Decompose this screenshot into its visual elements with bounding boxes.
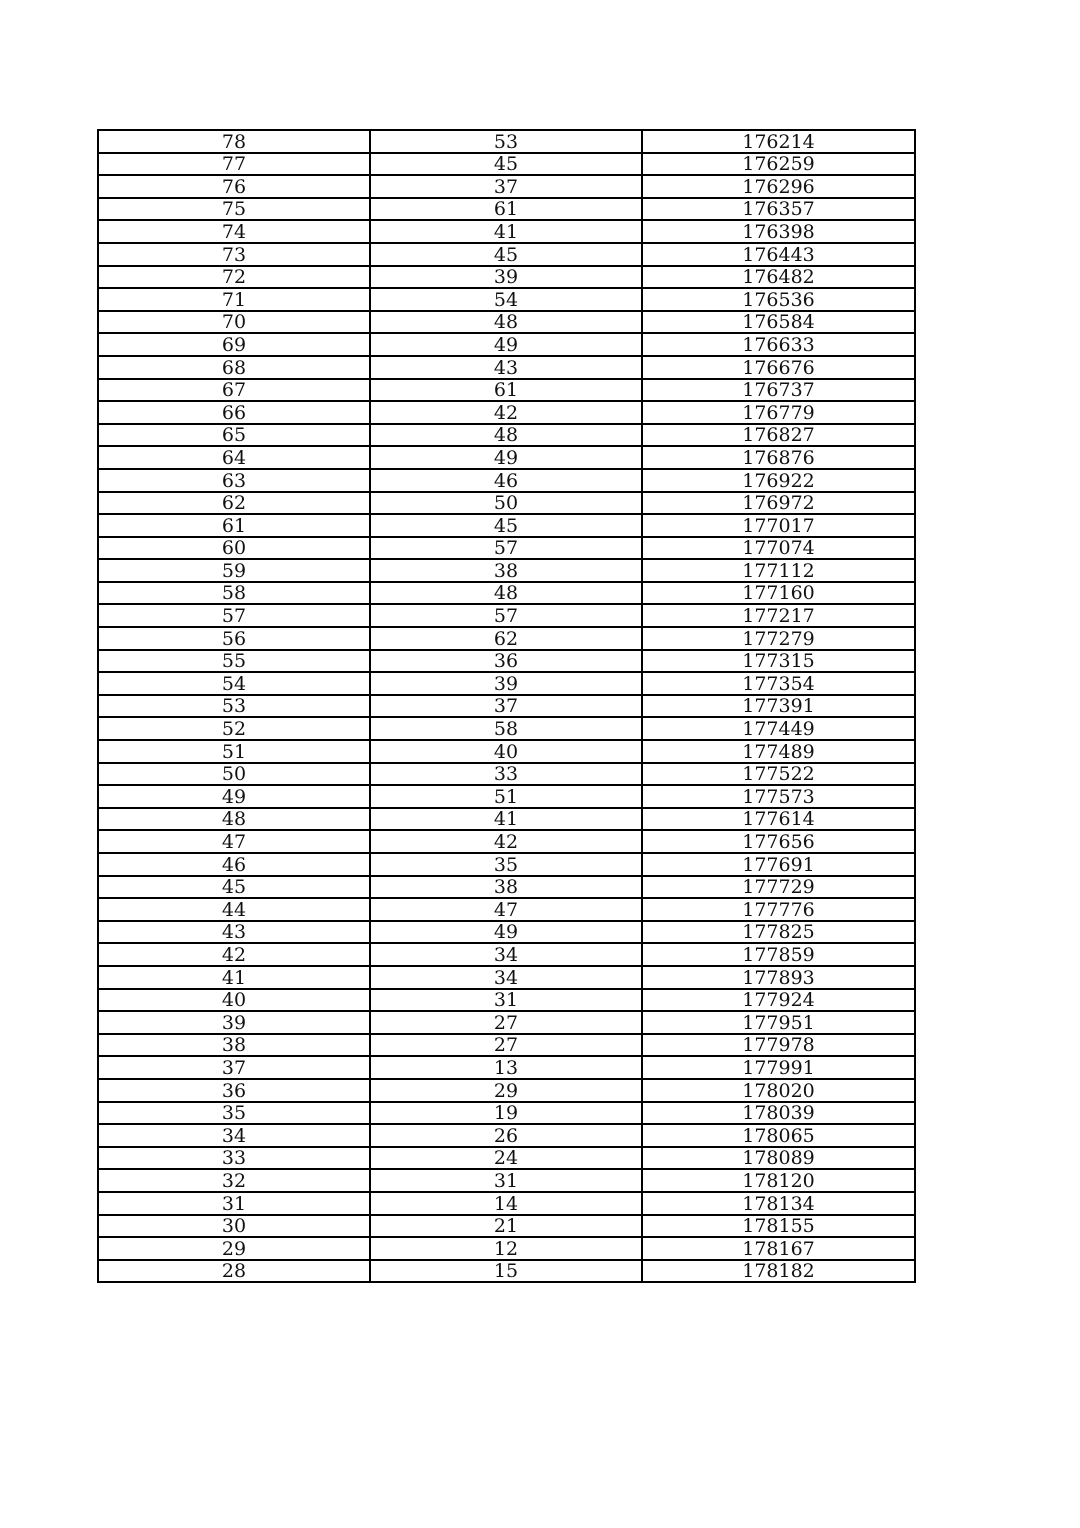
cumulative-cell: 177160	[642, 582, 915, 605]
count-cell: 48	[370, 582, 642, 605]
cumulative-cell: 176922	[642, 469, 915, 492]
cumulative-cell: 178039	[642, 1102, 915, 1125]
table-row	[98, 401, 915, 424]
count-cell: 61	[370, 198, 642, 221]
table-row	[98, 1124, 915, 1147]
count-cell: 45	[370, 514, 642, 537]
table-row	[98, 559, 915, 582]
count-cell: 29	[370, 1079, 642, 1102]
score-cell: 44	[98, 898, 370, 921]
cumulative-cell: 177522	[642, 763, 915, 786]
cumulative-cell: 176676	[642, 356, 915, 379]
table-row	[98, 153, 915, 176]
score-cell: 52	[98, 717, 370, 740]
score-cell: 38	[98, 1034, 370, 1057]
cumulative-cell: 177449	[642, 717, 915, 740]
score-cell: 41	[98, 966, 370, 989]
count-cell: 54	[370, 288, 642, 311]
score-cell: 50	[98, 763, 370, 786]
cumulative-cell: 177978	[642, 1034, 915, 1057]
count-cell: 49	[370, 921, 642, 944]
cumulative-cell: 176972	[642, 492, 915, 515]
count-cell: 49	[370, 333, 642, 356]
score-cell: 74	[98, 220, 370, 243]
score-cell: 42	[98, 943, 370, 966]
cumulative-cell: 177924	[642, 989, 915, 1012]
table-row	[98, 1102, 915, 1125]
cumulative-cell: 177017	[642, 514, 915, 537]
cumulative-cell: 176357	[642, 198, 915, 221]
cumulative-cell: 177217	[642, 604, 915, 627]
table-row	[98, 763, 915, 786]
cumulative-cell: 176296	[642, 175, 915, 198]
table-row	[98, 220, 915, 243]
cumulative-cell: 177112	[642, 559, 915, 582]
count-cell: 39	[370, 672, 642, 695]
count-cell: 46	[370, 469, 642, 492]
cumulative-cell: 178167	[642, 1237, 915, 1260]
table-row	[98, 356, 915, 379]
table-row	[98, 1079, 915, 1102]
score-cell: 60	[98, 537, 370, 560]
score-cell: 73	[98, 243, 370, 266]
cumulative-cell: 176259	[642, 153, 915, 176]
table-row	[98, 989, 915, 1012]
table-row	[98, 446, 915, 469]
table-row	[98, 288, 915, 311]
count-cell: 42	[370, 830, 642, 853]
table-row	[98, 627, 915, 650]
cumulative-cell: 177573	[642, 785, 915, 808]
cumulative-cell: 178134	[642, 1192, 915, 1215]
table-row	[98, 1237, 915, 1260]
count-cell: 27	[370, 1011, 642, 1034]
cumulative-cell: 178065	[642, 1124, 915, 1147]
table-row	[98, 311, 915, 334]
count-cell: 26	[370, 1124, 642, 1147]
cumulative-cell: 178120	[642, 1169, 915, 1192]
score-cell: 77	[98, 153, 370, 176]
score-cell: 66	[98, 401, 370, 424]
count-cell: 34	[370, 943, 642, 966]
table-row	[98, 1169, 915, 1192]
count-cell: 49	[370, 446, 642, 469]
cumulative-cell: 178020	[642, 1079, 915, 1102]
score-cell: 45	[98, 876, 370, 899]
table-row	[98, 130, 915, 153]
count-cell: 62	[370, 627, 642, 650]
count-cell: 12	[370, 1237, 642, 1260]
score-cell: 64	[98, 446, 370, 469]
count-cell: 31	[370, 989, 642, 1012]
score-cell: 59	[98, 559, 370, 582]
count-cell: 34	[370, 966, 642, 989]
count-cell: 27	[370, 1034, 642, 1057]
count-cell: 40	[370, 740, 642, 763]
score-cell: 72	[98, 266, 370, 289]
count-cell: 36	[370, 650, 642, 673]
cumulative-cell: 177279	[642, 627, 915, 650]
score-table	[97, 129, 916, 1283]
score-cell: 57	[98, 604, 370, 627]
table-row	[98, 921, 915, 944]
cumulative-cell: 177614	[642, 808, 915, 831]
score-cell: 39	[98, 1011, 370, 1034]
score-cell: 33	[98, 1147, 370, 1170]
count-cell: 38	[370, 876, 642, 899]
score-cell: 46	[98, 853, 370, 876]
score-cell: 70	[98, 311, 370, 334]
table-row	[98, 333, 915, 356]
table-row	[98, 1260, 915, 1283]
table-row	[98, 469, 915, 492]
score-cell: 68	[98, 356, 370, 379]
score-cell: 48	[98, 808, 370, 831]
score-cell: 55	[98, 650, 370, 673]
table-row	[98, 717, 915, 740]
table-row	[98, 379, 915, 402]
score-table-body	[98, 130, 915, 1282]
count-cell: 41	[370, 808, 642, 831]
cumulative-cell: 177951	[642, 1011, 915, 1034]
count-cell: 57	[370, 537, 642, 560]
count-cell: 33	[370, 763, 642, 786]
cumulative-cell: 176214	[642, 130, 915, 153]
cumulative-cell: 176536	[642, 288, 915, 311]
cumulative-cell: 177691	[642, 853, 915, 876]
table-row	[98, 808, 915, 831]
table-row	[98, 1147, 915, 1170]
score-cell: 31	[98, 1192, 370, 1215]
score-cell: 49	[98, 785, 370, 808]
table-row	[98, 650, 915, 673]
count-cell: 57	[370, 604, 642, 627]
table-row	[98, 492, 915, 515]
count-cell: 48	[370, 311, 642, 334]
count-cell: 48	[370, 424, 642, 447]
cumulative-cell: 177315	[642, 650, 915, 673]
table-row	[98, 243, 915, 266]
cumulative-cell: 177729	[642, 876, 915, 899]
cumulative-cell: 177074	[642, 537, 915, 560]
count-cell: 41	[370, 220, 642, 243]
table-row	[98, 582, 915, 605]
score-cell: 67	[98, 379, 370, 402]
cumulative-cell: 176737	[642, 379, 915, 402]
score-cell: 40	[98, 989, 370, 1012]
score-cell: 47	[98, 830, 370, 853]
score-cell: 36	[98, 1079, 370, 1102]
cumulative-cell: 176584	[642, 311, 915, 334]
cumulative-cell: 176779	[642, 401, 915, 424]
score-cell: 29	[98, 1237, 370, 1260]
table-row	[98, 853, 915, 876]
count-cell: 31	[370, 1169, 642, 1192]
table-row	[98, 514, 915, 537]
score-cell: 71	[98, 288, 370, 311]
score-cell: 43	[98, 921, 370, 944]
cumulative-cell: 178182	[642, 1260, 915, 1283]
table-row	[98, 943, 915, 966]
score-cell: 61	[98, 514, 370, 537]
table-row	[98, 266, 915, 289]
score-cell: 75	[98, 198, 370, 221]
cumulative-cell: 176398	[642, 220, 915, 243]
table-row	[98, 1215, 915, 1238]
cumulative-cell: 176827	[642, 424, 915, 447]
table-row	[98, 672, 915, 695]
cumulative-cell: 177825	[642, 921, 915, 944]
count-cell: 38	[370, 559, 642, 582]
count-cell: 24	[370, 1147, 642, 1170]
score-cell: 69	[98, 333, 370, 356]
score-cell: 65	[98, 424, 370, 447]
score-cell: 78	[98, 130, 370, 153]
score-cell: 58	[98, 582, 370, 605]
count-cell: 37	[370, 175, 642, 198]
score-cell: 35	[98, 1102, 370, 1125]
cumulative-cell: 177991	[642, 1056, 915, 1079]
cumulative-cell: 177391	[642, 695, 915, 718]
table-row	[98, 198, 915, 221]
score-cell: 53	[98, 695, 370, 718]
count-cell: 42	[370, 401, 642, 424]
count-cell: 51	[370, 785, 642, 808]
count-cell: 39	[370, 266, 642, 289]
table-row	[98, 898, 915, 921]
cumulative-cell: 176482	[642, 266, 915, 289]
count-cell: 14	[370, 1192, 642, 1215]
table-row	[98, 537, 915, 560]
table-row	[98, 175, 915, 198]
cumulative-cell: 177489	[642, 740, 915, 763]
score-cell: 62	[98, 492, 370, 515]
cumulative-cell: 177893	[642, 966, 915, 989]
count-cell: 45	[370, 243, 642, 266]
table-row	[98, 604, 915, 627]
count-cell: 15	[370, 1260, 642, 1283]
score-cell: 56	[98, 627, 370, 650]
table-row	[98, 785, 915, 808]
count-cell: 37	[370, 695, 642, 718]
cumulative-cell: 177354	[642, 672, 915, 695]
score-cell: 51	[98, 740, 370, 763]
count-cell: 19	[370, 1102, 642, 1125]
score-cell: 37	[98, 1056, 370, 1079]
cumulative-cell: 177776	[642, 898, 915, 921]
cumulative-cell: 176443	[642, 243, 915, 266]
score-cell: 28	[98, 1260, 370, 1283]
count-cell: 43	[370, 356, 642, 379]
count-cell: 53	[370, 130, 642, 153]
score-cell: 63	[98, 469, 370, 492]
count-cell: 50	[370, 492, 642, 515]
table-row	[98, 1011, 915, 1034]
score-cell: 32	[98, 1169, 370, 1192]
table-row	[98, 1034, 915, 1057]
table-row	[98, 830, 915, 853]
count-cell: 13	[370, 1056, 642, 1079]
table-row	[98, 740, 915, 763]
score-cell: 76	[98, 175, 370, 198]
score-cell: 30	[98, 1215, 370, 1238]
table-row	[98, 876, 915, 899]
table-row	[98, 424, 915, 447]
cumulative-cell: 177656	[642, 830, 915, 853]
cumulative-cell: 176633	[642, 333, 915, 356]
count-cell: 45	[370, 153, 642, 176]
score-cell: 54	[98, 672, 370, 695]
count-cell: 47	[370, 898, 642, 921]
score-cell: 34	[98, 1124, 370, 1147]
cumulative-cell: 178089	[642, 1147, 915, 1170]
table-row	[98, 1056, 915, 1079]
table-row	[98, 1192, 915, 1215]
table-row	[98, 966, 915, 989]
count-cell: 21	[370, 1215, 642, 1238]
count-cell: 58	[370, 717, 642, 740]
count-cell: 61	[370, 379, 642, 402]
cumulative-cell: 176876	[642, 446, 915, 469]
table-row	[98, 695, 915, 718]
cumulative-cell: 177859	[642, 943, 915, 966]
count-cell: 35	[370, 853, 642, 876]
cumulative-cell: 178155	[642, 1215, 915, 1238]
